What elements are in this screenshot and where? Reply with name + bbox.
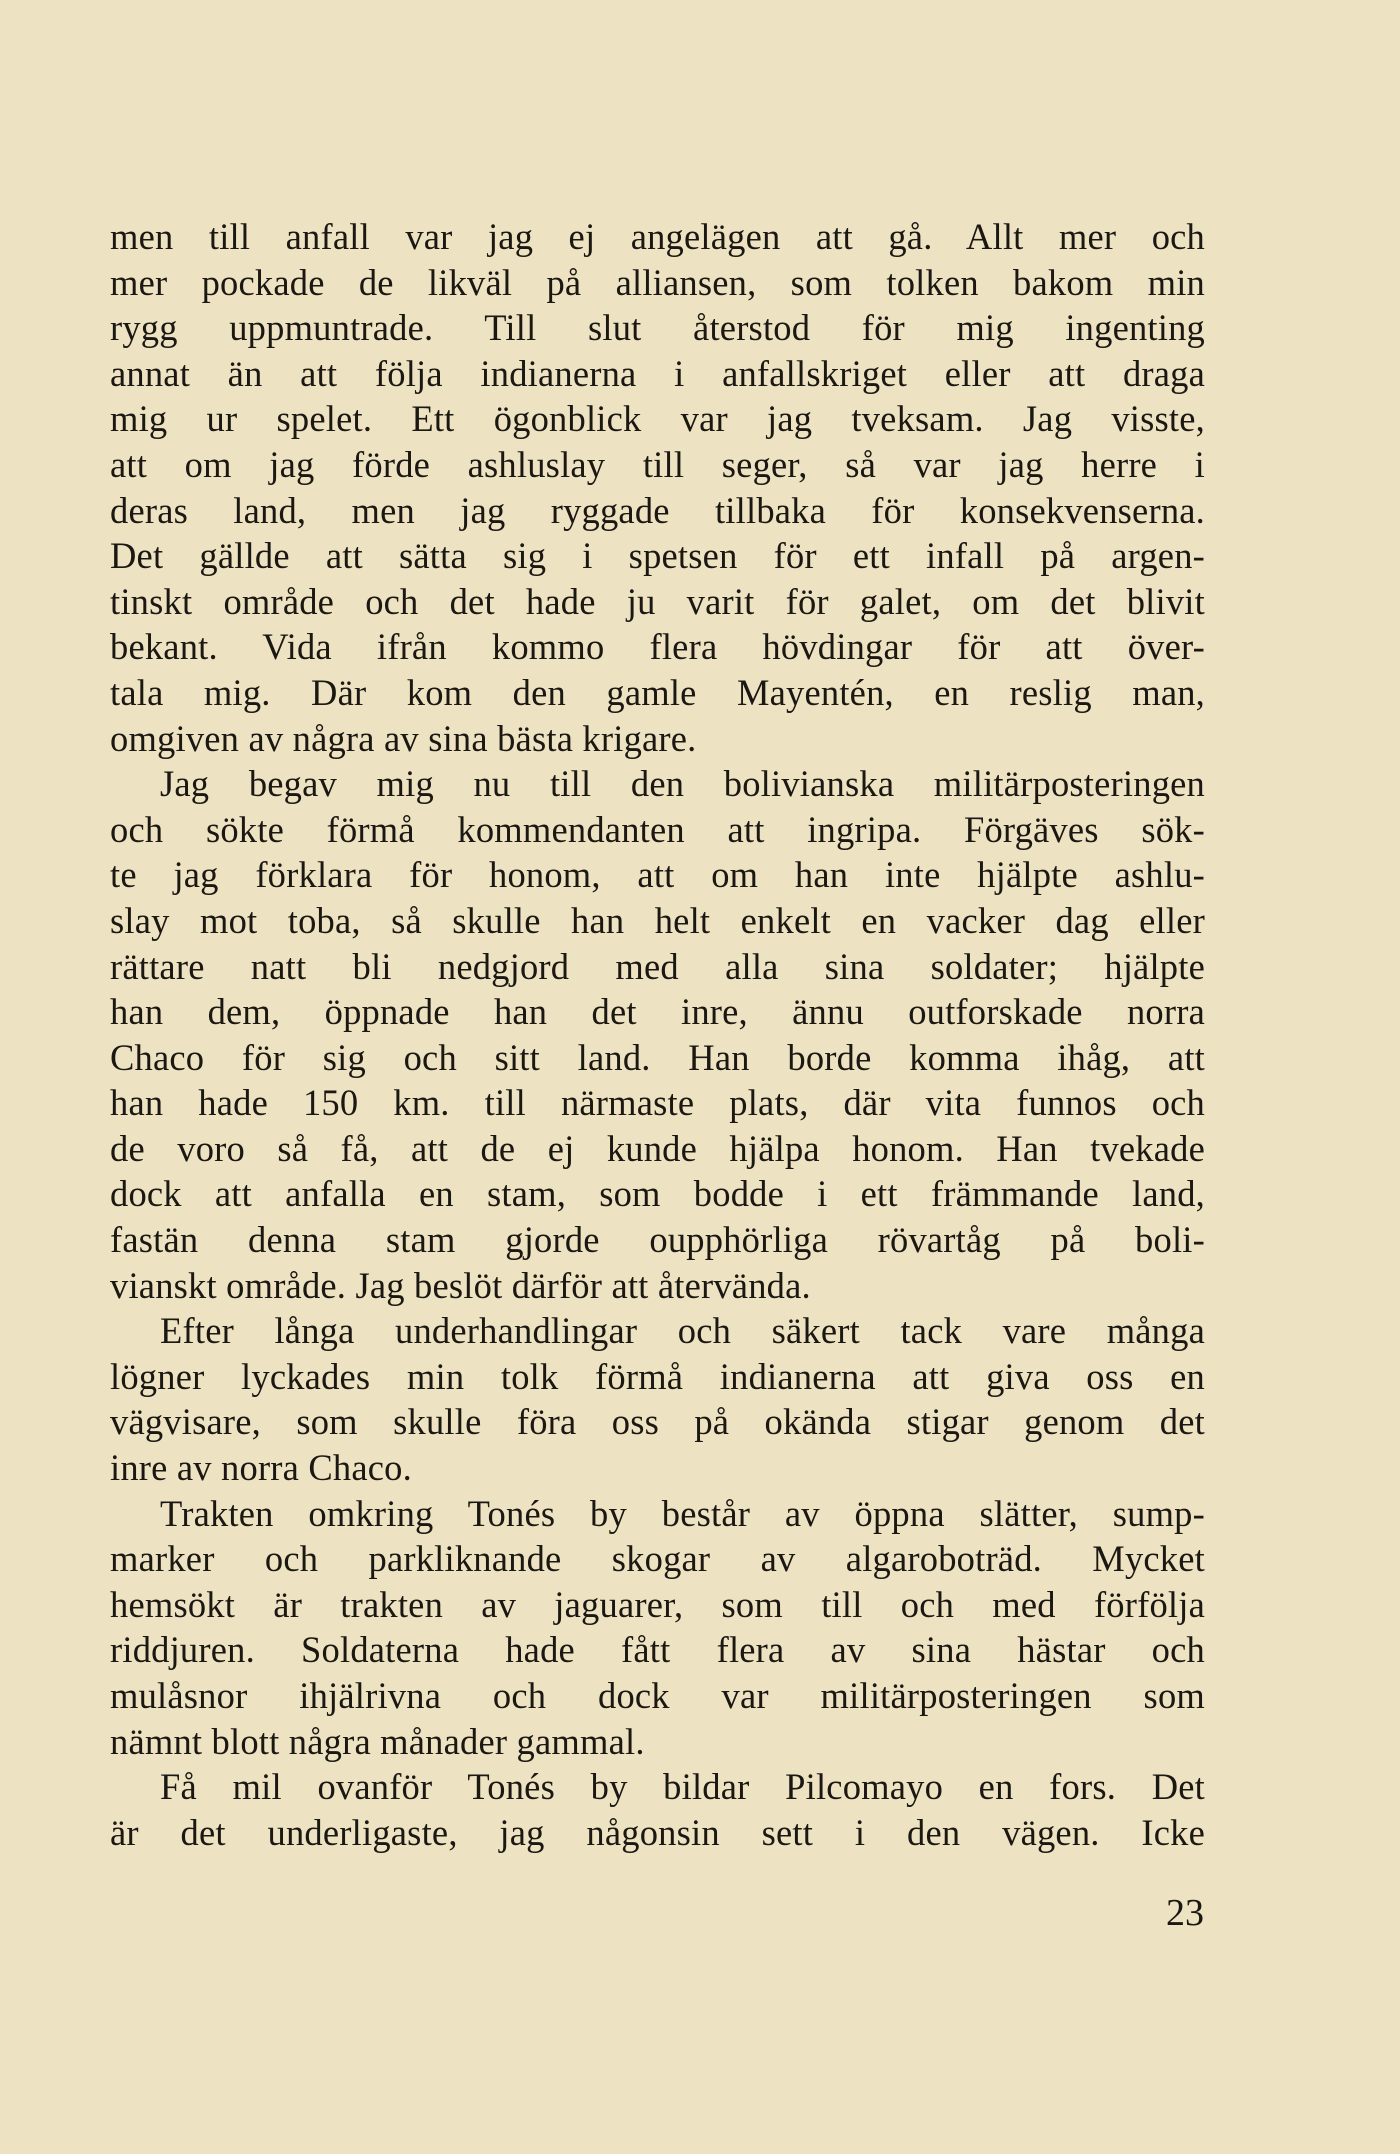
text-line: och sökte förmå kommendanten att ingripa. Förgäves sök- — [110, 808, 1205, 850]
text-line: vägvisare, som skulle föra oss på okända stigar genom det — [110, 1401, 1205, 1443]
text-line: riddjuren. Soldaterna hade fått flera av sina hästar och — [110, 1629, 1205, 1671]
text-line: han dem, öppnade han det inre, ännu outforskade norra — [110, 991, 1205, 1033]
text-line: tinskt område och det hade ju varit för galet, om det blivit — [110, 580, 1205, 622]
text-line: Chaco för sig och sitt land. Han borde komma ihåg, att — [110, 1036, 1205, 1078]
text-line: te jag förklara för honom, att om han inte hjälpte ashlu- — [110, 854, 1205, 896]
text-line: tala mig. Där kom den gamle Mayentén, en reslig man, — [110, 671, 1205, 713]
text-line: mig ur spelet. Ett ögonblick var jag tveksam. Jag visste, — [110, 398, 1205, 440]
page-number: 23 — [1166, 1892, 1204, 1934]
text-line: vianskt område. Jag beslöt därför att återvända. — [110, 1264, 811, 1306]
text-line: dock att anfalla en stam, som bodde i ett främmande land, — [110, 1173, 1205, 1215]
text-line: Trakten omkring Tonés by består av öppna slätter, sump- — [160, 1492, 1205, 1534]
text-line: han hade 150 km. till närmaste plats, där vita funnos och — [110, 1082, 1205, 1124]
body-text — [110, 214, 1205, 1855]
text-line: att om jag förde ashluslay till seger, så var jag herre i — [110, 443, 1205, 485]
text-line: Efter långa underhandlingar och säkert tack vare många — [160, 1310, 1205, 1352]
text-line: nämnt blott några månader gammal. — [110, 1720, 645, 1762]
text-line: deras land, men jag ryggade tillbaka för konsekvenserna. — [110, 489, 1205, 531]
text-line: fastän denna stam gjorde oupphörliga rövartåg på boli- — [110, 1219, 1205, 1261]
text-line: omgiven av några av sina bästa krigare. — [110, 717, 697, 759]
text-line: de voro så få, att de ej kunde hjälpa honom. Han tvekade — [110, 1127, 1205, 1169]
text-line: rättare natt bli nedgjord med alla sina soldater; hjälpte — [110, 945, 1205, 987]
text-line: är det underligaste, jag någonsin sett i den vägen. Icke — [110, 1811, 1205, 1853]
text-line: slay mot toba, så skulle han helt enkelt en vacker dag eller — [110, 899, 1205, 941]
text-line: rygg uppmuntrade. Till slut återstod för mig ingenting — [110, 307, 1205, 349]
text-line: Få mil ovanför Tonés by bildar Pilcomayo en fors. Det — [160, 1766, 1205, 1808]
text-line: Det gällde att sätta sig i spetsen för ett infall på argen- — [110, 535, 1205, 577]
text-line: mer pockade de likväl på alliansen, som tolken bakom min — [110, 261, 1205, 303]
text-line: mulåsnor ihjälrivna och dock var militärposteringen som — [110, 1675, 1205, 1716]
text-line: lögner lyckades min tolk förmå indianerna att giva oss en — [110, 1355, 1205, 1397]
text-line: hemsökt är trakten av jaguarer, som till och med förfölja — [110, 1583, 1205, 1625]
text-line: bekant. Vida ifrån kommo flera hövdingar för att över- — [110, 626, 1205, 668]
text-line: Jag begav mig nu till den bolivianska militärposteringen — [160, 763, 1205, 805]
text-line: inre av norra Chaco. — [110, 1447, 412, 1489]
text-line: annat än att följa indianerna i anfallskriget eller att draga — [110, 352, 1205, 394]
text-line: men till anfall var jag ej angelägen att gå. Allt mer och — [110, 216, 1205, 257]
text-line: marker och parkliknande skogar av algaroboträd. Mycket — [110, 1538, 1205, 1580]
